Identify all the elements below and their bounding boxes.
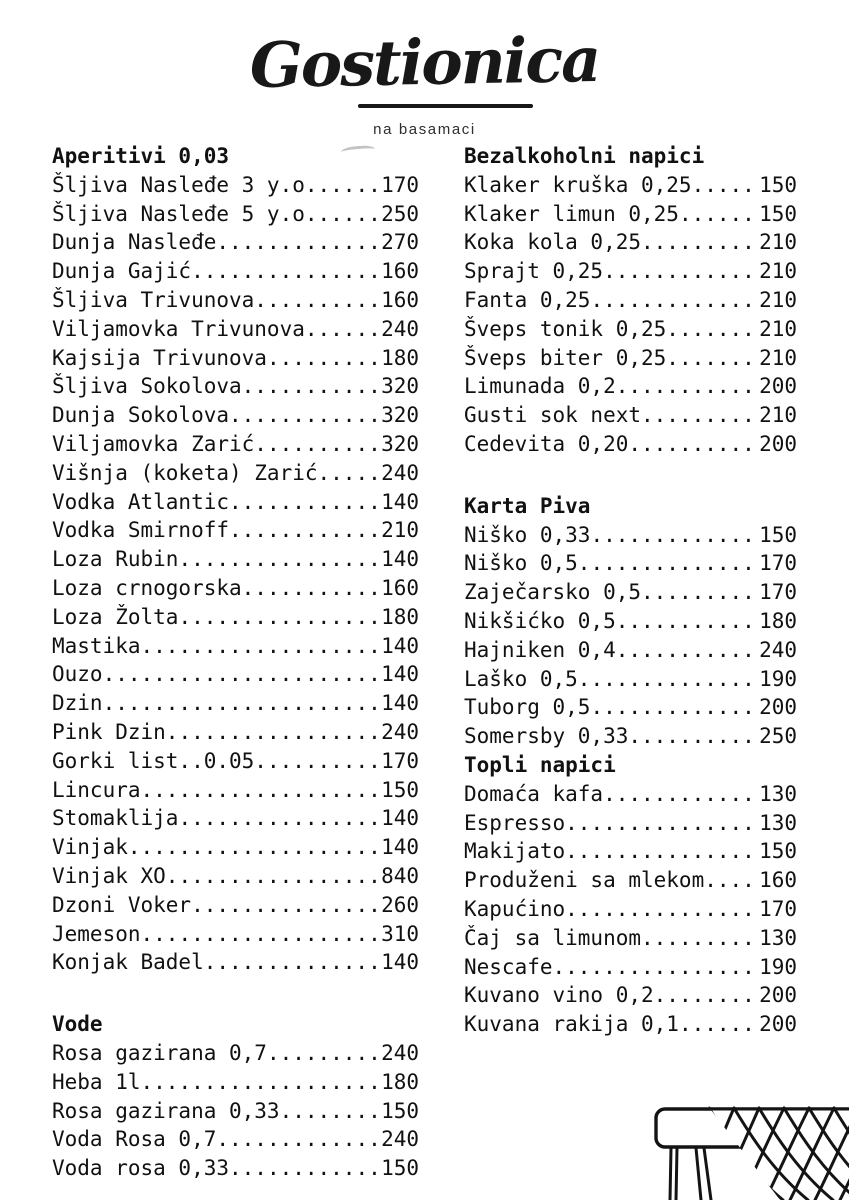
menu-item-price: 170 (759, 896, 797, 921)
menu-item-price: 250 (381, 201, 419, 226)
dot-leader (641, 401, 759, 430)
dot-leader (141, 776, 382, 805)
menu-item-row (52, 718, 419, 747)
menu-item-name: Koka kola 0,25 (464, 230, 642, 255)
menu-item-price: 150 (759, 522, 797, 547)
dot-leader (590, 693, 759, 722)
dot-leader (305, 315, 381, 344)
menu-item-price: 140 (381, 835, 419, 860)
menu-item-name: Konjak Badel (52, 950, 204, 975)
section-title: Topli napici (464, 752, 616, 777)
menu-item-name: Loza Žolta (52, 604, 179, 629)
menu-item-row (52, 833, 419, 862)
menu-item-name: Viljamovka Zarić (52, 431, 255, 456)
dot-leader (318, 200, 382, 229)
dot-leader (254, 747, 381, 776)
menu-item-name: Kuvana rakija 0,1 (464, 1012, 679, 1037)
menu-item-row (52, 344, 419, 373)
menu-item-price: 140 (381, 950, 419, 975)
dot-leader (318, 459, 382, 488)
menu-item-price: 170 (381, 172, 419, 197)
menu-item-price: 240 (381, 316, 419, 341)
dot-leader (704, 866, 759, 895)
menu-item-price: 130 (759, 781, 797, 806)
menu-item-price: 170 (759, 580, 797, 605)
menu-item-row (52, 286, 419, 315)
dot-leader (565, 895, 759, 924)
dot-leader (229, 516, 381, 545)
menu-item-row (52, 200, 419, 229)
menu-item-name: Dunja Sokolova (52, 403, 230, 428)
menu-item-price: 320 (381, 403, 419, 428)
dot-leader (141, 1068, 382, 1097)
menu-item-price: 160 (381, 575, 419, 600)
menu-item-price: 170 (759, 551, 797, 576)
menu-item-price: 210 (759, 403, 797, 428)
dot-leader (166, 862, 381, 891)
menu-item-name: Višnja (koketa) Zarić (52, 460, 318, 485)
menu-item-price: 150 (759, 172, 797, 197)
menu-item-name: Gusti sok next (464, 403, 642, 428)
menu-item-name: Produženi sa mlekom (464, 868, 705, 893)
menu-item-row (464, 549, 797, 578)
menu-item-name: Pink Dzin (52, 719, 166, 744)
menu-item-name: Dunja Nasleđe (52, 230, 217, 255)
menu-item-name: Cedevita 0,20 (464, 431, 629, 456)
menu-item-row (52, 430, 419, 459)
menu-item-name: Rosa gazirana 0,7 (52, 1040, 267, 1065)
menu-item-row (464, 636, 797, 665)
menu-item-price: 180 (381, 345, 419, 370)
menu-item-name: Laško 0,5 (464, 666, 578, 691)
dot-leader (103, 660, 381, 689)
menu-item-row (52, 891, 419, 920)
menu-item-name: Rosa gazirana 0,33 (52, 1098, 280, 1123)
menu-item-price: 180 (381, 604, 419, 629)
menu-item-row (52, 1097, 419, 1126)
menu-item-row (52, 1154, 419, 1183)
menu-item-name: Zaječarsko 0,5 (464, 580, 642, 605)
dot-leader (254, 430, 381, 459)
menu-item-row (464, 344, 797, 373)
menu-item-price: 260 (381, 892, 419, 917)
menu-item-name: Espresso (464, 810, 566, 835)
menu-section (52, 1010, 419, 1183)
menu-item-row (464, 722, 797, 751)
dot-leader (242, 372, 381, 401)
menu-item-price: 270 (381, 230, 419, 255)
dot-leader (178, 603, 381, 632)
menu-item-price: 240 (381, 719, 419, 744)
menu-item-price: 200 (759, 983, 797, 1008)
menu-item-price: 250 (759, 724, 797, 749)
menu-item-price: 210 (759, 230, 797, 255)
dot-leader (229, 1154, 381, 1183)
menu-item-name: Jemeson (52, 921, 141, 946)
menu-section (464, 142, 797, 459)
menu-item-name: Makijato (464, 839, 566, 864)
menu-item-name: Hajniken 0,4 (464, 637, 616, 662)
menu-item-price: 320 (381, 374, 419, 399)
menu-item-name: Loza Rubin (52, 547, 179, 572)
menu-item-price: 140 (381, 489, 419, 514)
menu-item-price: 200 (759, 1012, 797, 1037)
menu-item-row (464, 171, 797, 200)
menu-item-row (464, 401, 797, 430)
section-title: Vode (52, 1012, 103, 1037)
dot-leader (229, 401, 381, 430)
menu-item-row (52, 689, 419, 718)
menu-item-price: 240 (381, 1127, 419, 1152)
dot-leader (280, 1097, 381, 1126)
menu-item-row (52, 862, 419, 891)
menu-section (464, 492, 797, 751)
section-title: Bezalkoholni napici (464, 144, 705, 168)
menu-item-row (52, 545, 419, 574)
menu-item-row (52, 516, 419, 545)
menu-item-price: 200 (759, 695, 797, 720)
menu-item-price: 170 (381, 748, 419, 773)
menu-item-name: Šljiva Nasleđe 3 y.o. (52, 172, 318, 197)
menu-item-name: Šljiva Trivunova (52, 287, 255, 312)
dot-leader (679, 200, 759, 229)
menu-item-name: Domaća kafa (464, 781, 604, 806)
dot-leader (578, 665, 759, 694)
menu-item-row (464, 315, 797, 344)
menu-item-row (464, 837, 797, 866)
menu-item-name: Vodka Atlantic (52, 489, 230, 514)
menu-item-row (52, 1068, 419, 1097)
menu-column-right (464, 142, 797, 1039)
menu-item-name: Šveps tonik 0,25 (464, 316, 667, 341)
menu-item-row (464, 521, 797, 550)
table-cloth-illustration (649, 1082, 849, 1200)
dot-leader (603, 780, 759, 809)
menu-item-name: Šljiva Sokolova (52, 374, 242, 399)
menu-item-name: Viljamovka Trivunova (52, 316, 305, 341)
menu-item-name: Niško 0,33 (464, 522, 591, 547)
menu-item-row (52, 171, 419, 200)
dot-leader (616, 607, 759, 636)
dot-leader (628, 430, 759, 459)
menu-item-name: Ouzo (52, 662, 103, 687)
menu-item-price: 160 (381, 259, 419, 284)
menu-item-price: 200 (759, 374, 797, 399)
menu-item-row (464, 228, 797, 257)
menu-item-name: Šljiva Nasleđe 5 y.o. (52, 201, 318, 226)
dot-leader (254, 286, 381, 315)
dot-leader (318, 171, 382, 200)
menu-item-name: Vodka Smirnoff (52, 518, 230, 543)
menu-item-row (52, 401, 419, 430)
menu-item-name: Voda Rosa 0,7 (52, 1127, 217, 1152)
menu-item-row (464, 286, 797, 315)
dot-leader (166, 718, 381, 747)
menu-item-price: 190 (759, 666, 797, 691)
dot-leader (565, 809, 759, 838)
menu-item-price: 320 (381, 431, 419, 456)
dot-leader (216, 228, 381, 257)
menu-item-row (52, 920, 419, 949)
menu-item-name: Kajsija Trivunova (52, 345, 267, 370)
menu-item-name: Klaker limun 0,25 (464, 201, 679, 226)
menu-item-row (52, 315, 419, 344)
dot-leader (242, 574, 381, 603)
menu-item-row (464, 809, 797, 838)
title-underline (358, 104, 533, 108)
menu-section (52, 142, 419, 977)
menu-item-name: Nikšićko 0,5 (464, 608, 616, 633)
dot-leader (641, 228, 759, 257)
menu-item-row (52, 372, 419, 401)
menu-item-price: 150 (759, 201, 797, 226)
dot-leader (666, 344, 759, 373)
menu-item-name: Kuvano vino 0,2 (464, 983, 654, 1008)
menu-item-row (464, 981, 797, 1010)
dot-leader (141, 632, 382, 661)
menu-item-row (464, 257, 797, 286)
menu-item-row (464, 372, 797, 401)
dot-leader (565, 837, 759, 866)
dot-leader (128, 833, 381, 862)
menu-item-name: Tuborg 0,5 (464, 695, 591, 720)
menu-item-price: 140 (381, 547, 419, 572)
menu-item-row (464, 200, 797, 229)
menu-item-name: Somersby 0,33 (464, 724, 629, 749)
menu-item-name: Dzoni Voker (52, 892, 192, 917)
menu-item-price: 210 (759, 345, 797, 370)
dot-leader (141, 920, 382, 949)
menu-item-row (52, 1125, 419, 1154)
menu-item-row (52, 804, 419, 833)
menu-item-price: 130 (759, 925, 797, 950)
menu-item-row (464, 1010, 797, 1039)
menu-item-name: Čaj sa limunom (464, 925, 642, 950)
dot-leader (641, 924, 759, 953)
menu-item-price: 130 (759, 810, 797, 835)
restaurant-subtitle: na basamaci (373, 121, 476, 138)
menu-item-row (464, 607, 797, 636)
menu-item-price: 180 (381, 1069, 419, 1094)
menu-item-price: 240 (381, 460, 419, 485)
dot-leader (628, 722, 759, 751)
dot-leader (553, 953, 760, 982)
menu-item-price: 210 (381, 518, 419, 543)
dot-leader (191, 257, 381, 286)
menu-item-name: Dunja Gajić (52, 259, 192, 284)
dot-leader (654, 981, 759, 1010)
menu-item-row (52, 257, 419, 286)
dot-leader (103, 689, 381, 718)
menu-item-price: 210 (759, 316, 797, 341)
menu-item-price: 150 (381, 1098, 419, 1123)
menu-item-price: 840 (381, 863, 419, 888)
menu-item-price: 150 (759, 839, 797, 864)
menu-column-left (52, 142, 419, 1183)
menu-item-row (464, 924, 797, 953)
menu-item-row (52, 574, 419, 603)
menu-item-name: Šveps biter 0,25 (464, 345, 667, 370)
menu-item-row (464, 430, 797, 459)
menu-item-name: Gorki list..0.05 (52, 748, 255, 773)
menu-item-price: 140 (381, 691, 419, 716)
menu-item-price: 150 (381, 777, 419, 802)
menu-item-row (464, 665, 797, 694)
dot-leader (692, 171, 759, 200)
menu-item-name: Fanta 0,25 (464, 287, 591, 312)
menu-item-name: Limunada 0,2 (464, 374, 616, 399)
menu-item-price: 160 (381, 287, 419, 312)
menu-item-row (52, 1039, 419, 1068)
menu-section (464, 751, 797, 1039)
dot-leader (590, 521, 759, 550)
dot-leader (590, 286, 759, 315)
menu-item-row (52, 632, 419, 661)
dot-leader (191, 891, 381, 920)
menu-item-name: Sprajt 0,25 (464, 259, 604, 284)
menu-item-name: Kapućino (464, 896, 566, 921)
dot-leader (641, 578, 759, 607)
menu-item-name: Stomaklija (52, 806, 179, 831)
menu-item-price: 200 (759, 431, 797, 456)
menu-item-name: Vinjak (52, 835, 128, 860)
dot-leader (229, 488, 381, 517)
menu-item-row (52, 747, 419, 776)
dot-leader (616, 372, 759, 401)
menu-item-row (464, 693, 797, 722)
menu-item-price: 140 (381, 806, 419, 831)
menu-item-price: 190 (759, 954, 797, 979)
menu-item-name: Nescafe (464, 954, 553, 979)
menu-item-row (52, 660, 419, 689)
menu-item-price: 240 (759, 637, 797, 662)
menu-item-row (52, 488, 419, 517)
menu-item-row (464, 780, 797, 809)
dot-leader (666, 315, 759, 344)
menu-item-name: Heba 1l (52, 1069, 141, 1094)
dot-leader (578, 549, 759, 578)
menu-item-row (464, 866, 797, 895)
menu-item-price: 160 (759, 868, 797, 893)
dot-leader (216, 1125, 381, 1154)
menu-item-row (464, 578, 797, 607)
menu-item-price: 210 (759, 259, 797, 284)
menu-item-name: Klaker kruška 0,25 (464, 172, 692, 197)
dot-leader (204, 948, 381, 977)
menu-item-row (52, 776, 419, 805)
dot-leader (178, 804, 381, 833)
dot-leader (178, 545, 381, 574)
menu-item-price: 150 (381, 1156, 419, 1181)
menu-item-row (52, 603, 419, 632)
menu-item-price: 210 (759, 287, 797, 312)
dot-leader (267, 344, 381, 373)
menu-item-name: Lincura (52, 777, 141, 802)
menu-item-price: 140 (381, 633, 419, 658)
menu-item-name: Dzin (52, 691, 103, 716)
menu-item-price: 240 (381, 1040, 419, 1065)
menu-item-name: Vinjak XO (52, 863, 166, 888)
restaurant-title: Gostionica (249, 22, 600, 103)
menu-item-name: Voda rosa 0,33 (52, 1156, 230, 1181)
dot-leader (603, 257, 759, 286)
dot-leader (679, 1010, 759, 1039)
menu-item-row (464, 953, 797, 982)
menu-item-row (52, 948, 419, 977)
menu-item-price: 310 (381, 921, 419, 946)
menu-item-price: 140 (381, 662, 419, 687)
menu-item-name: Mastika (52, 633, 141, 658)
dot-leader (267, 1039, 381, 1068)
section-title: Karta Piva (464, 493, 591, 518)
menu-item-row (52, 228, 419, 257)
menu-item-name: Loza crnogorska (52, 575, 242, 600)
section-title: Aperitivi 0,03 (52, 144, 230, 168)
menu-item-row (52, 459, 419, 488)
dot-leader (616, 636, 759, 665)
menu-item-name: Niško 0,5 (464, 551, 578, 576)
menu-item-price: 180 (759, 608, 797, 633)
menu-item-row (464, 895, 797, 924)
